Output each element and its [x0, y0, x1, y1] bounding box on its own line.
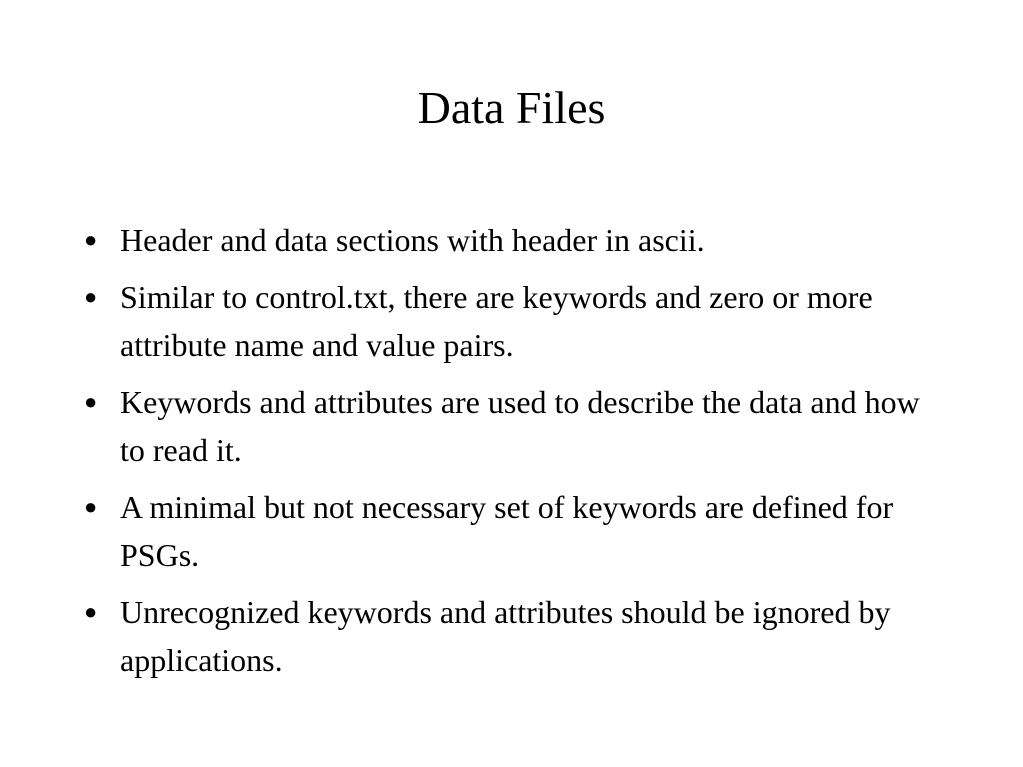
bullet-icon: ● — [84, 284, 98, 309]
bullet-item — [84, 273, 944, 369]
bullet-icon: ● — [84, 494, 98, 519]
bullet-icon: ● — [84, 227, 98, 252]
bullet-text: A minimal but not necessary set of keywords are defined for PSGs. — [120, 489, 894, 573]
bullet-text: Header and data sections with header in ascii. — [120, 222, 705, 258]
bullet-text: Similar to control.txt, there are keywords and zero or more attribute name and value pairs. — [120, 279, 873, 363]
bullet-icon: ● — [84, 389, 98, 414]
bullet-item — [84, 483, 944, 579]
bullet-item — [84, 216, 944, 264]
bullet-text: Keywords and attributes are used to describe the data and how to read it. — [120, 384, 920, 468]
bullet-icon: ● — [84, 599, 98, 624]
bullet-text: Unrecognized keywords and attributes should be ignored by applications. — [120, 594, 891, 678]
bullet-list — [84, 216, 944, 693]
bullet-item — [84, 378, 944, 474]
slide-title: Data Files — [417, 82, 606, 133]
bullet-item — [84, 588, 944, 684]
